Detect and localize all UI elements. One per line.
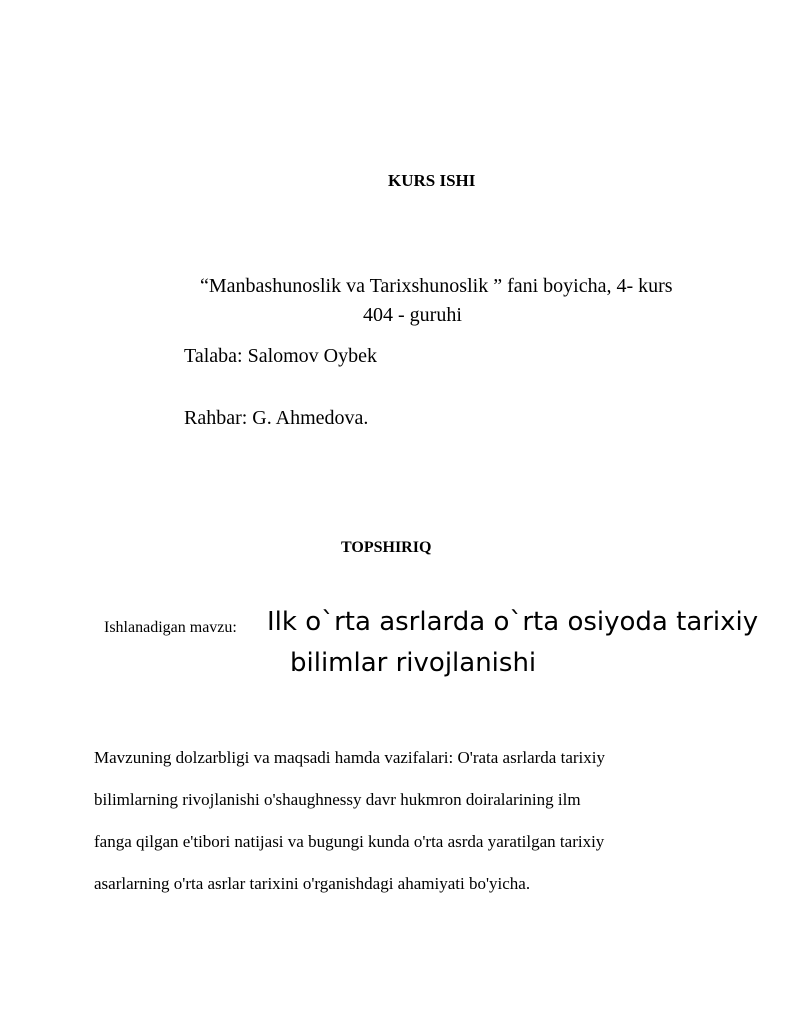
supervisor-name: Rahbar: G. Ahmedova. xyxy=(184,407,369,429)
paragraph-line: bilimlarning rivojlanishi o'shaughnessy davr hukmron doiralarining ilm xyxy=(94,790,581,809)
topic-title-line-1: Ilk o`rta asrlarda o`rta osiyoda tarixiy xyxy=(267,607,759,637)
student-name: Talaba: Salomov Oybek xyxy=(184,345,377,367)
topic-title-line-2: bilimlar rivojlanishi xyxy=(290,648,537,678)
paragraph-line: asarlarning o'rta asrlar tarixini o'rganishdagi ahamiyati bo'yicha. xyxy=(94,874,531,893)
task-heading: TOPSHIRIQ xyxy=(341,539,432,556)
topic-label: Ishlanadigan mavzu: xyxy=(104,619,237,636)
paragraph-line: fanga qilgan e'tibori natijasi va bugungi kunda o'rta asrda yaratilgan tarixiy xyxy=(94,832,605,851)
paragraph-line: Mavzuning dolzarbligi va maqsadi hamda vazifalari: O'rata asrlarda tarixiy xyxy=(94,748,605,767)
document-title: KURS ISHI xyxy=(388,171,476,190)
subject-line: “Manbashunoslik va Tarixshunoslik ” fani boyicha, 4- kurs xyxy=(200,275,673,297)
group-line: 404 - guruhi xyxy=(363,304,462,326)
